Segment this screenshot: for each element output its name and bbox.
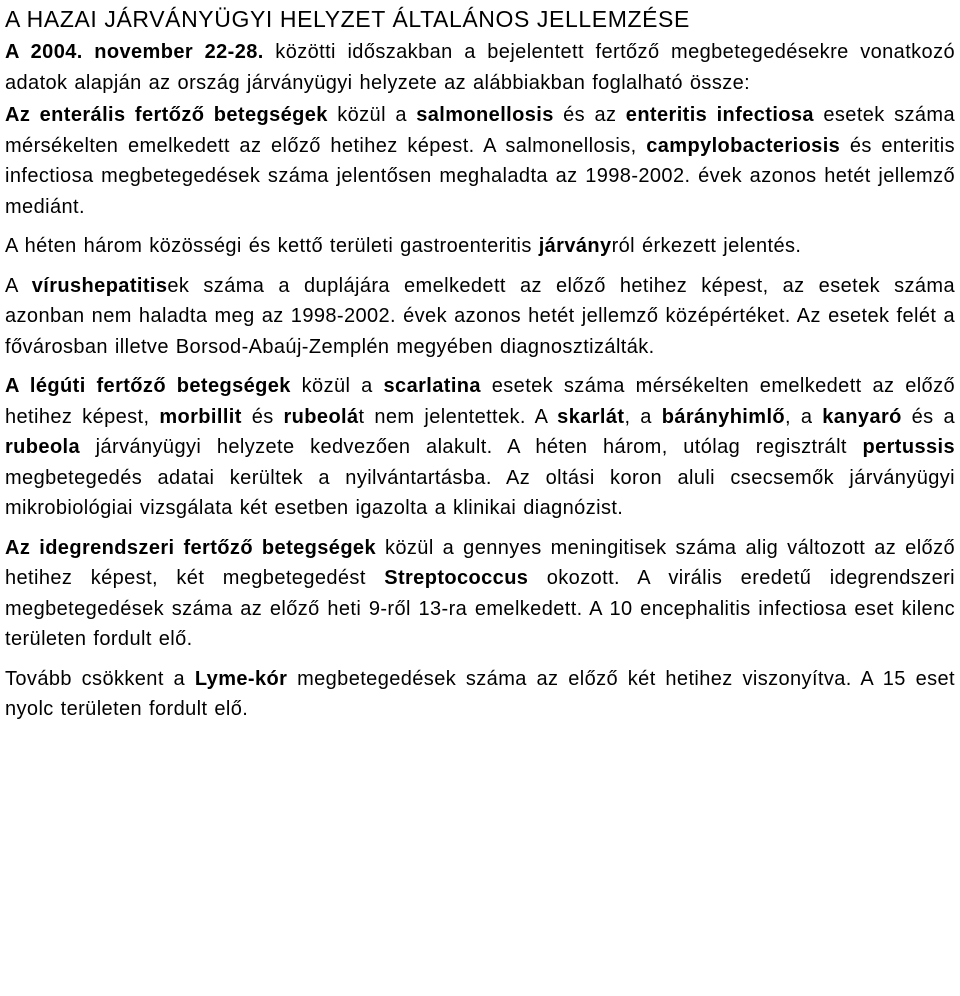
- paragraph-intro: [5, 37, 955, 98]
- text-run: és a: [901, 405, 955, 428]
- text-run: esetek száma mérsékelten emelkedett az előző hetihez képest. A salmonellosis,: [5, 104, 956, 157]
- text-run: , a: [624, 405, 662, 428]
- text-run: közül a: [290, 375, 384, 397]
- bold-term: rubeolá: [283, 405, 359, 428]
- bold-term: bárányhimlő: [661, 405, 786, 428]
- text-run: A héten három közösségi és kettő területi gastroenteritis: [5, 235, 539, 257]
- text-run: közül a: [327, 104, 417, 126]
- text-run: t nem jelentettek. A: [358, 405, 558, 428]
- text-run: és az: [553, 104, 626, 126]
- text-run: ról érkezett jelentés.: [611, 235, 802, 257]
- document-title: A HAZAI JÁRVÁNYÜGYI HELYZET ÁLTALÁNOS JELLEMZÉSE: [5, 6, 690, 32]
- bold-term: A 2004. november 22-28.: [5, 41, 264, 63]
- text-run: esetek száma mérsékelten emelkedett az előző hetihez képest,: [5, 375, 956, 428]
- text-run: közötti időszakban a bejelentett fertőző megbetegedésekre vonatkozó adatok alapján az ország járványügyi helyzete az alábbiakban foglalható össze:: [5, 41, 955, 94]
- paragraph-hepatitis: [5, 271, 955, 363]
- paragraph-enteral: [5, 100, 955, 222]
- text-run: ek száma a duplájára emelkedett az előző hetihez képest, az esetek száma azonban nem haladta meg az 1998-2002. évek azonos hetét jellemző középértéket. Az esetek felét a fővárosban illetve Borsod-Abaúj-Zemplén megyében diagnosztizálták.: [5, 274, 956, 358]
- text-run: és enteritis infectiosa megbetegedések száma jelentősen meghaladta az 1998-2002. évek azonos hetét jellemző mediánt.: [5, 134, 955, 218]
- bold-term: járvány: [538, 235, 612, 257]
- bold-term: scarlatina: [383, 375, 481, 397]
- bold-term: Lyme-kór: [194, 667, 288, 690]
- paragraph-lyme: [5, 664, 955, 725]
- bold-term: morbillit: [159, 405, 242, 428]
- text-run: , a: [785, 405, 823, 428]
- bold-term: campylobacteriosis: [646, 134, 841, 157]
- bold-term: Az idegrendszeri fertőző betegségek: [5, 536, 376, 559]
- bold-term: A légúti fertőző betegségek: [5, 375, 291, 397]
- bold-term: enteritis infectiosa: [625, 104, 814, 126]
- text-run: Tovább csökkent a: [5, 667, 195, 690]
- text-run: közül a gennyes meningitisek száma alig változott az előző hetihez képest, két megbetegedést: [5, 536, 955, 589]
- bold-term: salmonellosis: [416, 104, 554, 126]
- paragraph-outbreak: [5, 231, 955, 262]
- paragraph-respiratory: [5, 371, 955, 524]
- text-run: megbetegedések száma az előző két hetihez viszonyítva. A 15 eset nyolc területen fordult elő.: [5, 667, 955, 720]
- text-run: járványügyi helyzete kedvezően alakult. A héten három, utólag regisztrált: [80, 436, 863, 458]
- paragraph-nervous: [5, 533, 955, 655]
- bold-term: Az enterális fertőző betegségek: [5, 104, 328, 126]
- bold-term: Streptococcus: [384, 567, 529, 589]
- bold-term: vírushepatitis: [31, 274, 168, 297]
- text-run: és: [241, 405, 284, 428]
- bold-term: rubeola: [5, 436, 81, 458]
- text-run: A: [5, 274, 32, 297]
- text-run: okozott. A virális eredetű idegrendszeri megbetegedések száma az előző heti 9-ről 13-ra emelkedett. A 10 encephalitis infectiosa eset kilenc területen fordult elő.: [5, 567, 955, 650]
- bold-term: pertussis: [862, 436, 955, 458]
- text-run: megbetegedés adatai kerültek a nyilvántartásba. Az oltási koron aluli csecsemők járványügyi mikrobiológiai vizsgálata két esetben igazolta a klinikai diagnózist.: [5, 466, 955, 519]
- bold-term: skarlát: [557, 405, 625, 428]
- bold-term: kanyaró: [822, 405, 902, 428]
